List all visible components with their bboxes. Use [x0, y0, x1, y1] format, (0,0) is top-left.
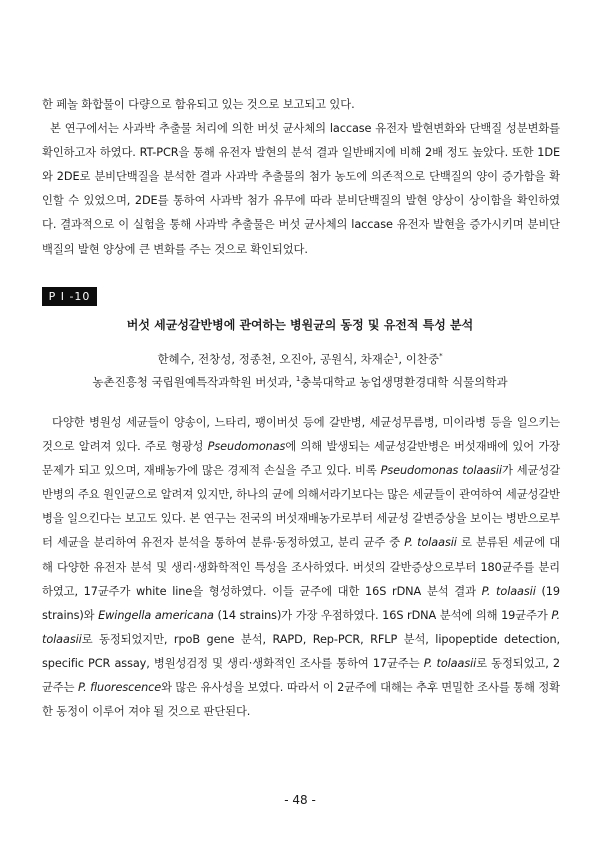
page-number: - 48 -: [284, 793, 316, 807]
authors-superscript-1: 1: [393, 352, 399, 361]
abstract-body: [42, 411, 560, 724]
species-name: Pseudomonas tolaasii: [380, 464, 502, 478]
abstract-text: (19 strains)와: [42, 584, 560, 622]
section-badge: P I -10: [42, 287, 97, 306]
abstract-text: (14 strains)가 가장 우점하였다. 16S rDNA 분석에 의해 19균주가: [213, 608, 552, 622]
abstract-paragraph: [42, 411, 560, 724]
author-list: [0, 351, 600, 367]
abstract-text: 에 의해 발생되는 세균성갈반병은 버섯재배에 있어 가장 문제가 되고 있으며, 재배농가에 많은 경제적 손실을 주고 있다. 비록: [42, 440, 560, 478]
abstract-text: 로 동정되었지만, rpoB gene 분석, RAPD, Rep-PCR, RFLP 분석, lipopeptide detection, specific PCR assay, 병원성검정 및 생리·생화적인 조사를 통하여 17균주는: [42, 632, 560, 670]
species-name: P. tolaasii: [423, 656, 477, 670]
intro-section: [42, 93, 560, 262]
affiliation-superscript: 1: [295, 375, 301, 384]
species-name: P. tolaasii: [481, 584, 536, 598]
affiliation-secondary: 충북대학교 농업생명환경대학 식물의학과: [300, 375, 508, 389]
authors-superscript-corresponding: *: [439, 352, 443, 361]
abstract-text: 와 많은 유사성을 보였다. 따라서 이 2균주에 대해는 추후 면밀한 조사를 통해 정확한 동정이 이루어 져야 될 것으로 판단된다.: [42, 681, 560, 719]
species-name: P. fluorescence: [77, 681, 162, 695]
abstract-text: 가 세균성갈반병의 주요 원인균으로 알려져 있지만, 하나의 균에 의해서라기보다는 많은 세균들이 관여하여 세균성갈반병을 일으킨다는 보고도 있다. 본 연구는 전국의 버섯재배농가로부터 세균성 갈변증상을 보이는 병반으로부터 세균을 분리하여 유전자 분석을 통하여 분류·동정하였고, 분리 균주 중: [42, 464, 561, 550]
species-name: P. tolaasii: [404, 536, 457, 550]
species-name: Pseudomonas: [207, 440, 286, 454]
affiliation: [0, 374, 600, 390]
affiliation-main: 농촌진흥청 국립원예특작과학원 버섯과,: [92, 375, 296, 389]
intro-paragraph-2: 본 연구에서는 사과박 추출물 처리에 의한 버섯 균사체의 laccase 유전자 발현변화와 단백질 성분변화를 확인하고자 하였다. RT-PCR을 통해 유전자 발현의 분석 결과 일반배지에 비해 2배 정도 높았다. 또한 1DE와 2DE로 분비단백질을 분석한 결과 사과박 추출물의 첨가 농도에 의존적으로 단백질의 양이 증가함을 확인할 수 있었으며, 2DE를 통하여 사과박 첨가 유무에 따라 분비단백질의 발현 양상이 상이함을 확인하였다. 결과적으로 이 실험을 통해 사과박 추출물은 버섯 균사체의 laccase 유전자 발현을 증가시키며 분비단백질의 발현 양상에 큰 변화를 주는 것으로 확인되었다.: [42, 122, 560, 256]
authors-last: , 이찬중: [398, 352, 440, 366]
species-name: Ewingella americana: [98, 608, 214, 622]
abstract-text: 로 분류된 세균에 대해 다양한 유전자 분석 및 생리·생화학적인 특성을 조사하였다. 버섯의 갈반증상으로부터 180균주를 분리하였고, 17균주가 white line을 형성하였다. 이들 균주에 대한 16S rDNA 분석 결과: [42, 536, 561, 598]
abstract-text: 다양한 병원성 세균들이 양송이, 느타리, 팽이버섯 등에 갈반병, 세균성무름병, 미이라병 등을 일으키는 것으로 알려져 있다. 주로 형광성: [42, 416, 560, 454]
abstract-text: 로 동정되었고, 2균주는: [42, 656, 560, 695]
authors-text: 한혜수, 전창성, 정종천, 오진아, 공원식, 차재순: [157, 352, 394, 366]
intro-paragraph-1: 한 페놀 화합물이 다량으로 함유되고 있는 것으로 보고되고 있다.: [42, 98, 355, 111]
section-title: 버섯 세균성갈반병에 관여하는 병원균의 동정 및 유전적 특성 분석: [126, 318, 474, 332]
species-name: P. tolaasii: [42, 608, 560, 646]
